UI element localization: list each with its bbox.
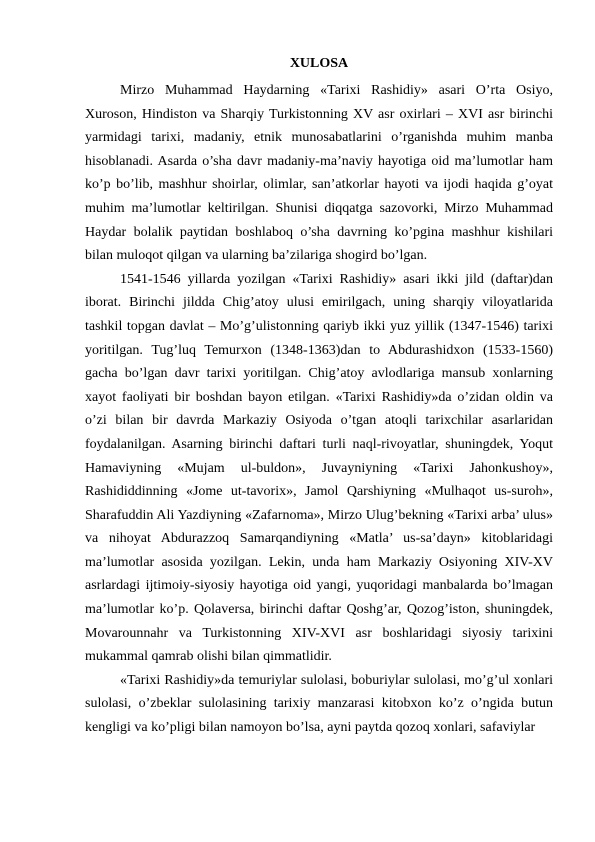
paragraph-1: Mirzo Muhammad Haydarning «Tarixi Rashidiy» asari O’rta Osiyo, Xuroson, Hindiston va Sharqiy Turkistonning XV asr oxirlari – XVI asr birinchi yarmidagi tarixi, madaniy, etnik munosabatlarini o’rganishda muhim manba hisoblanadi. Asarda o’sha davr madaniy-ma’naviy hayotiga oid ma’lumotlar ham ko’p bo’lib, mashhur shoirlar, olimlar, san’atkorlar hayoti va ijodi haqida g’oyat muhim ma’lumotlar keltirilgan. Shunisi diqqatga sazovorki, Mirzo Muhammad Haydar bolalik paytidan boshlaboq o’sha davrning ko’pgina mashhur kishilari bilan muloqot qilgan va ularning ba’zilariga shogird bo’lgan. bbox=[85, 83, 553, 264]
paragraph-3: «Tarixi Rashidiy»da temuriylar sulolasi, boburiylar sulolasi, mo’g’ul xonlari sulolasi, o’zbeklar sulolasining tarixiy manzarasi kitobxon ko’z o’ngida butun kengligi va ko’pligi bilan namoyon bo’lsa, ayni paytda qozoq xonlari, safaviylar bbox=[85, 672, 553, 736]
paragraph-2: 1541-1546 yillarda yozilgan «Tarixi Rashidiy» asari ikki jild (daftar)dan iborat. Birinchi jildda Chig’atoy ulusi emirilgach, uning sharqiy viloyatlarida tashkil topgan davlat – Mo’g’ulistonning qariyb ikki yuz yillik (1347-1546) tarixi yoritilgan. Tug’luq Temurxon (1348-1363)dan to Abdurashidxon (1533-1560) gacha bo’lgan davr tarixi yoritilgan. Chig’atoy avlodlariga mansub xonlarning xayot faoliyati bir boshdan bayon etilgan. «Tarixi Rashidiy»da o’zidan oldin va o’zi bilan bir davrda Markaziy Osiyoda o’tgan atoqli tarixchilar asarlaridan foydalanilgan. Asarning birinchi daftari turli naql-rivoyatlar, shuningdek, Yoqut Hamaviyning «Mujam ul-buldon», Juvayniyning «Tarixi Jahonkushoy», Rashididdinning «Jome ut-tavorix», Jamol Qarshiyning «Mulhaqot us-suroh», Sharafuddin Ali Yazdiyning «Zafarnoma», Mirzo Ulug’bekning «Tarixi arba’ ulus» va nihoyat Abdurazzoq Samarqandiyning «Matla’ us-sa’dayn» kitoblaridagi ma’lumotlar asosida yozilgan. Lekin, unda ham Markaziy Osiyoning XIV-XV asrlardagi ijtimoiy-siyosiy hayotiga oid yangi, yuqoridagi manbalarda bo’lmagan ma’lumotlar ko’p. Qolaversa, birinchi daftar Qoshg’ar, Qozog’iston, shuningdek, Movarounnahr va Turkistonning XIV-XVI asr boshlaridagi siyosiy tarixini mukammal qamrab olishi bilan qimmatlidir. bbox=[85, 271, 553, 665]
page-title: XULOSA bbox=[289, 56, 349, 71]
